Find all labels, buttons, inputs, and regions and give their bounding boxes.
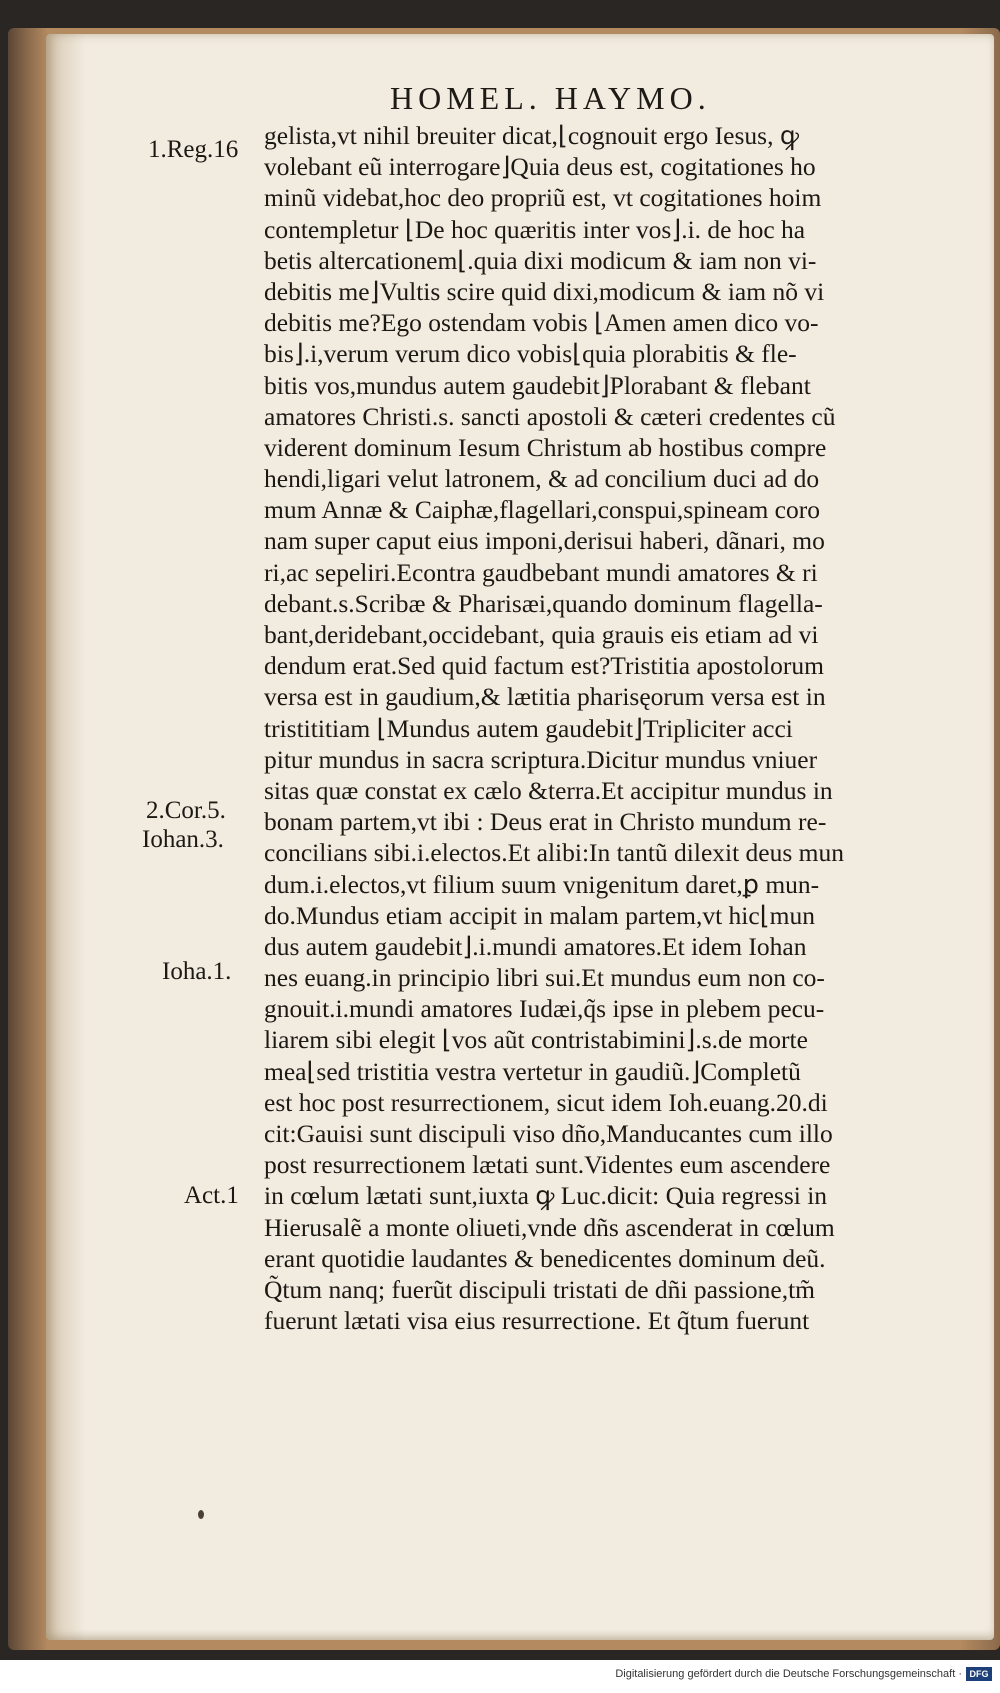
gutter-shadow	[46, 34, 86, 1640]
text-line: est hoc post resurrectionem, sicut idem Ioh.euang.20.di	[264, 1087, 828, 1117]
text-line: volebant eũ interrogare⌋Quia deus est, cogitationes ho	[264, 152, 816, 182]
text-line: versa est in gaudium,& lætitia pharisęorum versa est in	[264, 682, 826, 712]
footer-bar	[0, 1660, 1000, 1693]
text-line: dus autem gaudebit⌋.i.mundi amatores.Et idem Iohan	[264, 931, 807, 961]
text-line: viderent dominum Iesum Christum ab hostibus compre	[264, 432, 827, 462]
text-line: pitur mundus in sacra scriptura.Dicitur mundus vniuer	[264, 744, 818, 774]
text-line: contempletur ⌊De hoc quæritis inter vos⌋.i. de hoc ha	[264, 214, 806, 244]
text-line: liarem sibi elegit ⌊vos aũt contristabimini⌋.s.de morte	[264, 1025, 808, 1055]
text-line: minũ videbat,hoc deo propriũ est, vt cogitationes hoim	[264, 183, 822, 213]
footer-credit: Digitalisierung gefördert durch die Deutsche Forschungsgemeinschaft ·	[615, 1668, 962, 1680]
margin-note-act1: Act.1	[184, 1182, 239, 1209]
text-line: amatores Christi.s. sancti apostoli & cæteri credentes cũ	[264, 401, 836, 431]
text-line: mea⌊sed tristitia vestra vertetur in gaudiũ.⌋Completũ	[264, 1056, 801, 1086]
text-line: ri,ac sepeliri.Econtra gaudbebant mundi amatores & ri	[264, 557, 818, 587]
margin-note-iohan3: Iohan.3.	[142, 826, 224, 853]
text-line: bonam partem,vt ibi : Deus erat in Christo mundum re-	[264, 807, 827, 837]
text-line: erant quotidie laudantes & benedicentes dominum deũ.	[264, 1243, 826, 1273]
margin-note-ioha1: Ioha.1.	[162, 958, 232, 985]
text-line: mum Annæ & Caiphæ,flagellari,conspui,spineam coro	[264, 495, 820, 525]
text-line: bis⌋.i,verum verum dico vobis⌊quia plorabitis & fle-	[264, 339, 797, 369]
body-text	[264, 120, 969, 1336]
text-line: tristititiam ⌊Mundus autem gaudebit⌋Tripliciter acci	[264, 713, 793, 743]
text-line: post resurrectionem lætati sunt.Videntes eum ascendere	[264, 1150, 831, 1180]
text-line: nam super caput eius imponi,derisui haberi, dãnari, mo	[264, 526, 825, 556]
text-line: gnouit.i.mundi amatores Iudæi,q̃s ipse in plebem pecu-	[264, 994, 825, 1024]
text-line: dum.i.electos,vt filium suum vnigenitum daret,ꝑ mun-	[264, 869, 820, 899]
text-line: hendi,ligari velut latronem, & ad concilium duci ad do	[264, 464, 820, 494]
text-line: betis altercationem⌊.quia dixi modicum & iam non vi-	[264, 245, 817, 275]
text-line: bant,deridebant,occidebant, quia grauis eis etiam ad vi	[264, 620, 819, 649]
margin-note-2cor5: 2.Cor.5.	[146, 797, 226, 824]
text-line: in cœlum lætati sunt,iuxta ꝙ Luc.dicit: Quia regressi in	[264, 1181, 828, 1211]
ink-speck	[198, 1510, 204, 1519]
text-line: debitis me?Ego ostendam vobis ⌊Amen amen dico vo-	[264, 308, 819, 338]
text-line: cit:Gauisi sunt discipuli viso dño,Manducantes cum illo	[264, 1119, 833, 1148]
text-line: fuerunt lætati visa eius resurrectione. Et q̃tum fuerunt	[264, 1306, 810, 1336]
text-line: do.Mundus etiam accipit in malam partem,vt hic⌊mun	[264, 900, 815, 930]
text-line: debant.s.Scribæ & Pharisæi,quando dominum flagella-	[264, 588, 823, 618]
text-line: gelista,vt nihil breuiter dicat,⌊cognouit ergo Iesus, ꝙ	[264, 121, 799, 150]
text-line: concilians sibi.i.electos.Et alibi:In tantũ dilexit deus mun	[264, 838, 845, 868]
text-line: Hierusalẽ a monte oliueti,vnde dñs ascenderat in cœlum	[264, 1212, 835, 1242]
text-line: Q̃tum nanq; fuerũt discipuli tristati de dñi passione,tm̃	[264, 1274, 816, 1304]
text-line: sitas quæ constat ex cælo &terra.Et accipitur mundus in	[264, 775, 833, 805]
text-line: dendum erat.Sed quid factum est?Tristitia apostolorum	[264, 651, 824, 681]
running-head: HOMEL. HAYMO.	[390, 80, 711, 116]
text-line: debitis me⌋Vultis scire quid dixi,modicum & iam nõ vi	[264, 276, 825, 306]
dfg-logo: DFG	[966, 1667, 992, 1681]
text-line: bitis vos,mundus autem gaudebit⌋Plorabant & flebant	[264, 370, 811, 400]
text-line: nes euang.in principio libri sui.Et mundus eum non co-	[264, 963, 825, 993]
margin-note-1reg16: 1.Reg.16	[148, 136, 239, 163]
